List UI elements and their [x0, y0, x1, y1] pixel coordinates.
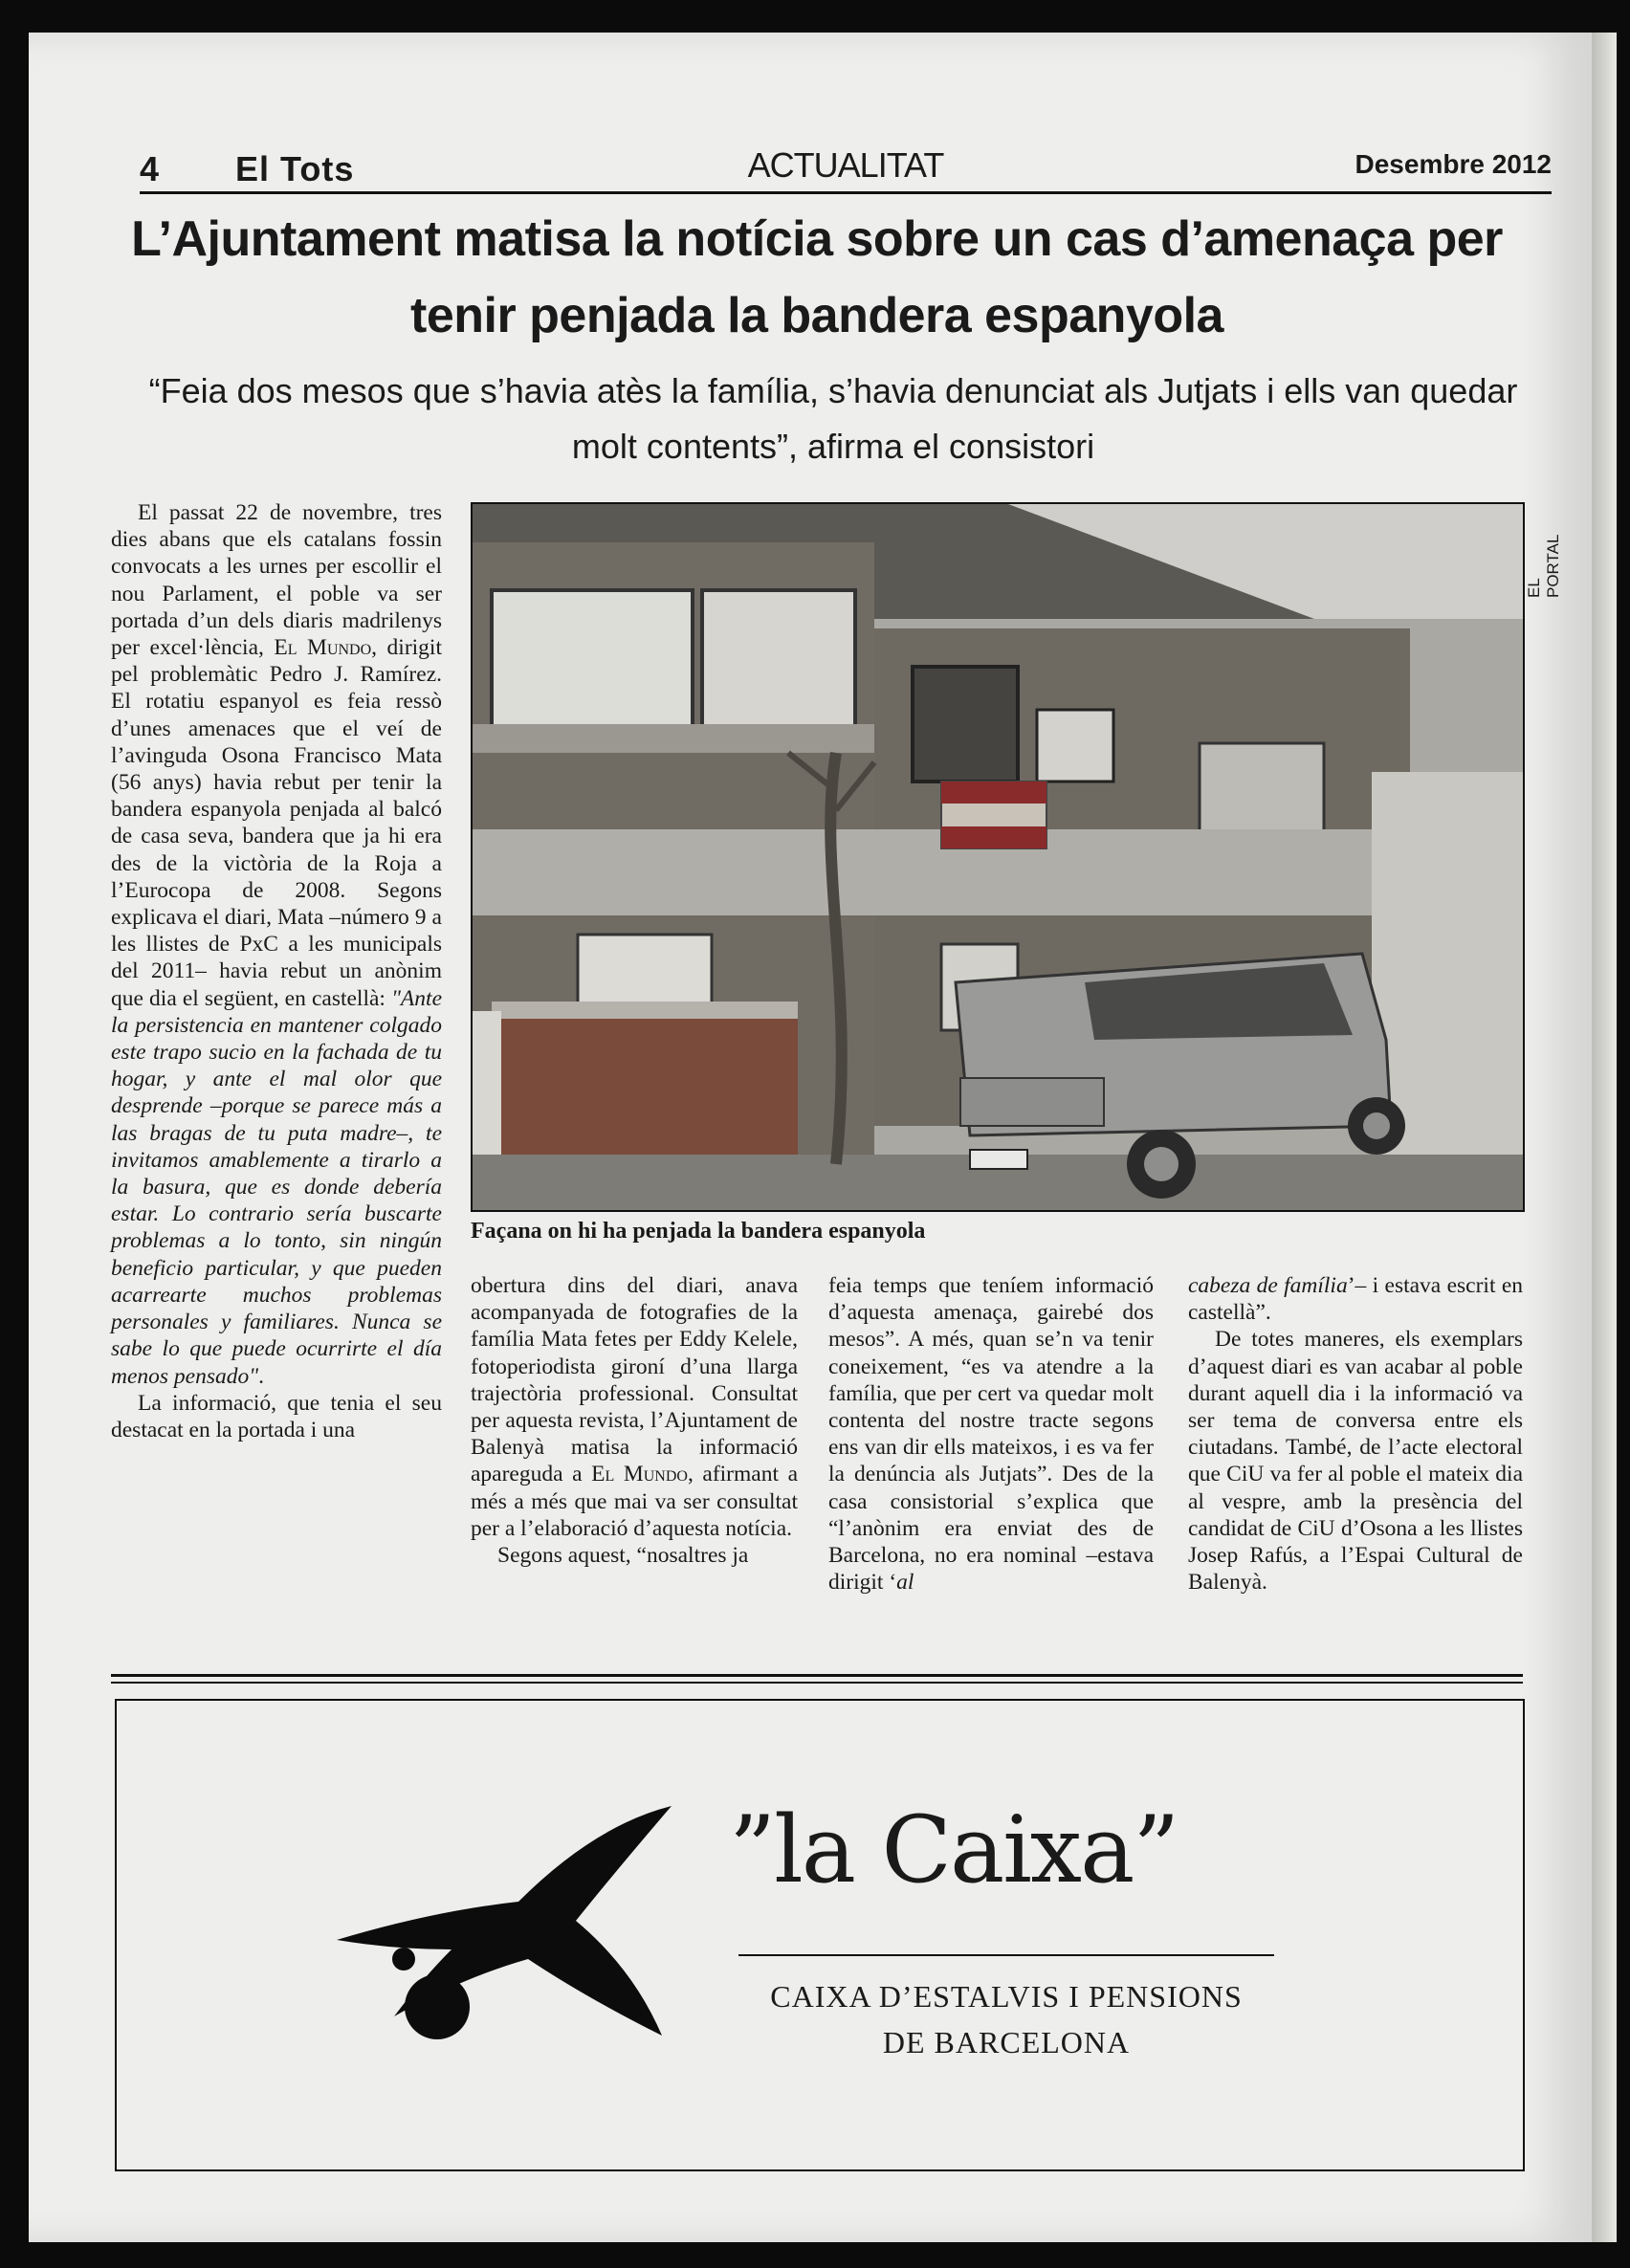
ad-tagline-line: CAIXA D’ESTALVIS I PENSIONS	[770, 1979, 1243, 2014]
ad-separator	[111, 1674, 1523, 1677]
paragraph	[111, 499, 442, 1390]
ad-divider	[738, 1954, 1274, 1956]
ad-tagline-line: DE BARCELONA	[882, 2025, 1131, 2059]
page-number: 4	[140, 149, 160, 188]
section-title: ACTUALITAT	[747, 145, 944, 185]
article-column-3	[828, 1272, 1154, 1596]
paragraph	[471, 1272, 798, 1542]
issue-date: Desembre 2012	[1355, 149, 1552, 179]
article-column-1	[111, 499, 442, 1443]
paragraph: De totes maneres, els exemplars d’aquest diari es van acabar al poble durant aquell dia i la informació va ser tema de conversa entre els ciutadans. També, de l’acte electoral que CiU va fer al poble el mateix dia al vespre, amb la presència del candidat de CiU d’Osona a les llistes Josep Rafús, a l’Espai Cultural de Balenyà.	[1188, 1327, 1523, 1596]
article-column-2	[471, 1272, 798, 1569]
italic-run: cabeza de família	[1188, 1273, 1348, 1298]
paragraph	[828, 1272, 1154, 1596]
article-subheadline: “Feia dos mesos que s’havia atès la família, s’havia denunciat als Jutjats i ells van quedar molt contents”, afirma el consistori	[148, 371, 1518, 466]
photo-credit: EL PORTAL	[1525, 534, 1562, 598]
text-run: .	[258, 1363, 264, 1389]
paragraph: Segons aquest, “nosaltres ja	[497, 1543, 749, 1569]
ad-brand-name: ”la Caixa”	[729, 1796, 1178, 1904]
newspaper-name: El Mundo	[274, 635, 372, 661]
house-facade-illustration	[473, 504, 1523, 1210]
paragraph: La informació, que tenia el seu destacat en la portada i una	[111, 1390, 442, 1442]
photo-caption: Façana on hi ha penjada la bandera espanyola	[471, 1219, 926, 1244]
article-column-4	[1188, 1272, 1523, 1596]
ad-separator	[111, 1682, 1523, 1684]
ad-tagline	[719, 1973, 1293, 2065]
text-run: El passat 22 de novembre, tres dies abans que els catalans fossin convocats a les urnes per escollir el nou Parlament, el poble va ser portada d’un dels diaris madrilenys per excel·lència,	[111, 500, 442, 661]
text-run: feia temps que teníem informació d’aquesta amenaça, gairebé dos mesos”. A més, quan se’n va tenir coneixement, “es va atendre a la família, que per cert va quedar molt contenta del nostre tracte segons ens van dir ells mateixos, i es va fer la denúncia als Jutjats”. Des de la casa consistorial s’explica que “l’anònim era enviat des de Barcelona, no era nominal –estava dirigit ‘	[828, 1273, 1154, 1596]
text-run: obertura dins del diari, anava acompanyada de fotografies de la família Mata fetes per Eddy Kelele, fotoperiodista gironí d’una llarga trajectòria professional. Consultat per aquesta revista, l’Ajuntament de Balenyà matisa la informació apareguda a	[471, 1273, 798, 1487]
text-run: , afirmant a més a més que mai va ser consultat per a l’elaboració d’aquesta notícia.	[471, 1462, 799, 1541]
article-headline: L’Ajuntament matisa la notícia sobre un cas d’amenaça per tenir penjada la bandera espanyola	[131, 211, 1503, 343]
paragraph	[1188, 1272, 1523, 1326]
quoted-threat: "Ante la persistencia en mantener colgado este trapo sucio en la fachada de tu hogar, y ante el mal olor que desprende –porque se parece más a las bragas de tu puta madre–, te invitamos amablemente a tirarlo a la basura, que es donde debería estar. Lo contrario sería buscarte problemas a lo tonto, sin ningún beneficio particular, y que pueden acarrearte muchos problemas personales y familiares. Nunca se sabe lo que puede ocurrirte el día menos pensado"	[111, 985, 442, 1389]
article-photo	[471, 502, 1525, 1212]
newspaper-name: El Mundo	[591, 1462, 688, 1487]
text-run: ’– i estava escrit en castellà”.	[1188, 1273, 1523, 1326]
text-run: , dirigit pel problemàtic Pedro J. Ramírez. El rotatiu espanyol es feia ressò d’unes amenaces que el veí de l’avinguda Osona Francisco Mata (56 anys) havia rebut per tenir la bandera espanyola penjada al balcó de casa seva, bandera que ja hi era des de la victòria de la Roja a l’Eurocopa de 2008. Segons explicava el diari, Mata –número 9 a les llistes de PxC a les municipals del 2011– havia rebut un anònim que dia el següent, en castellà:	[111, 635, 442, 1011]
next-page-edge	[1592, 33, 1617, 2242]
page-header	[140, 140, 1552, 194]
publication-name: El Tots	[235, 149, 355, 188]
italic-run: al	[896, 1570, 914, 1596]
la-caixa-advertisement	[115, 1699, 1525, 2171]
star-and-dot-logo-icon	[337, 1806, 700, 2055]
